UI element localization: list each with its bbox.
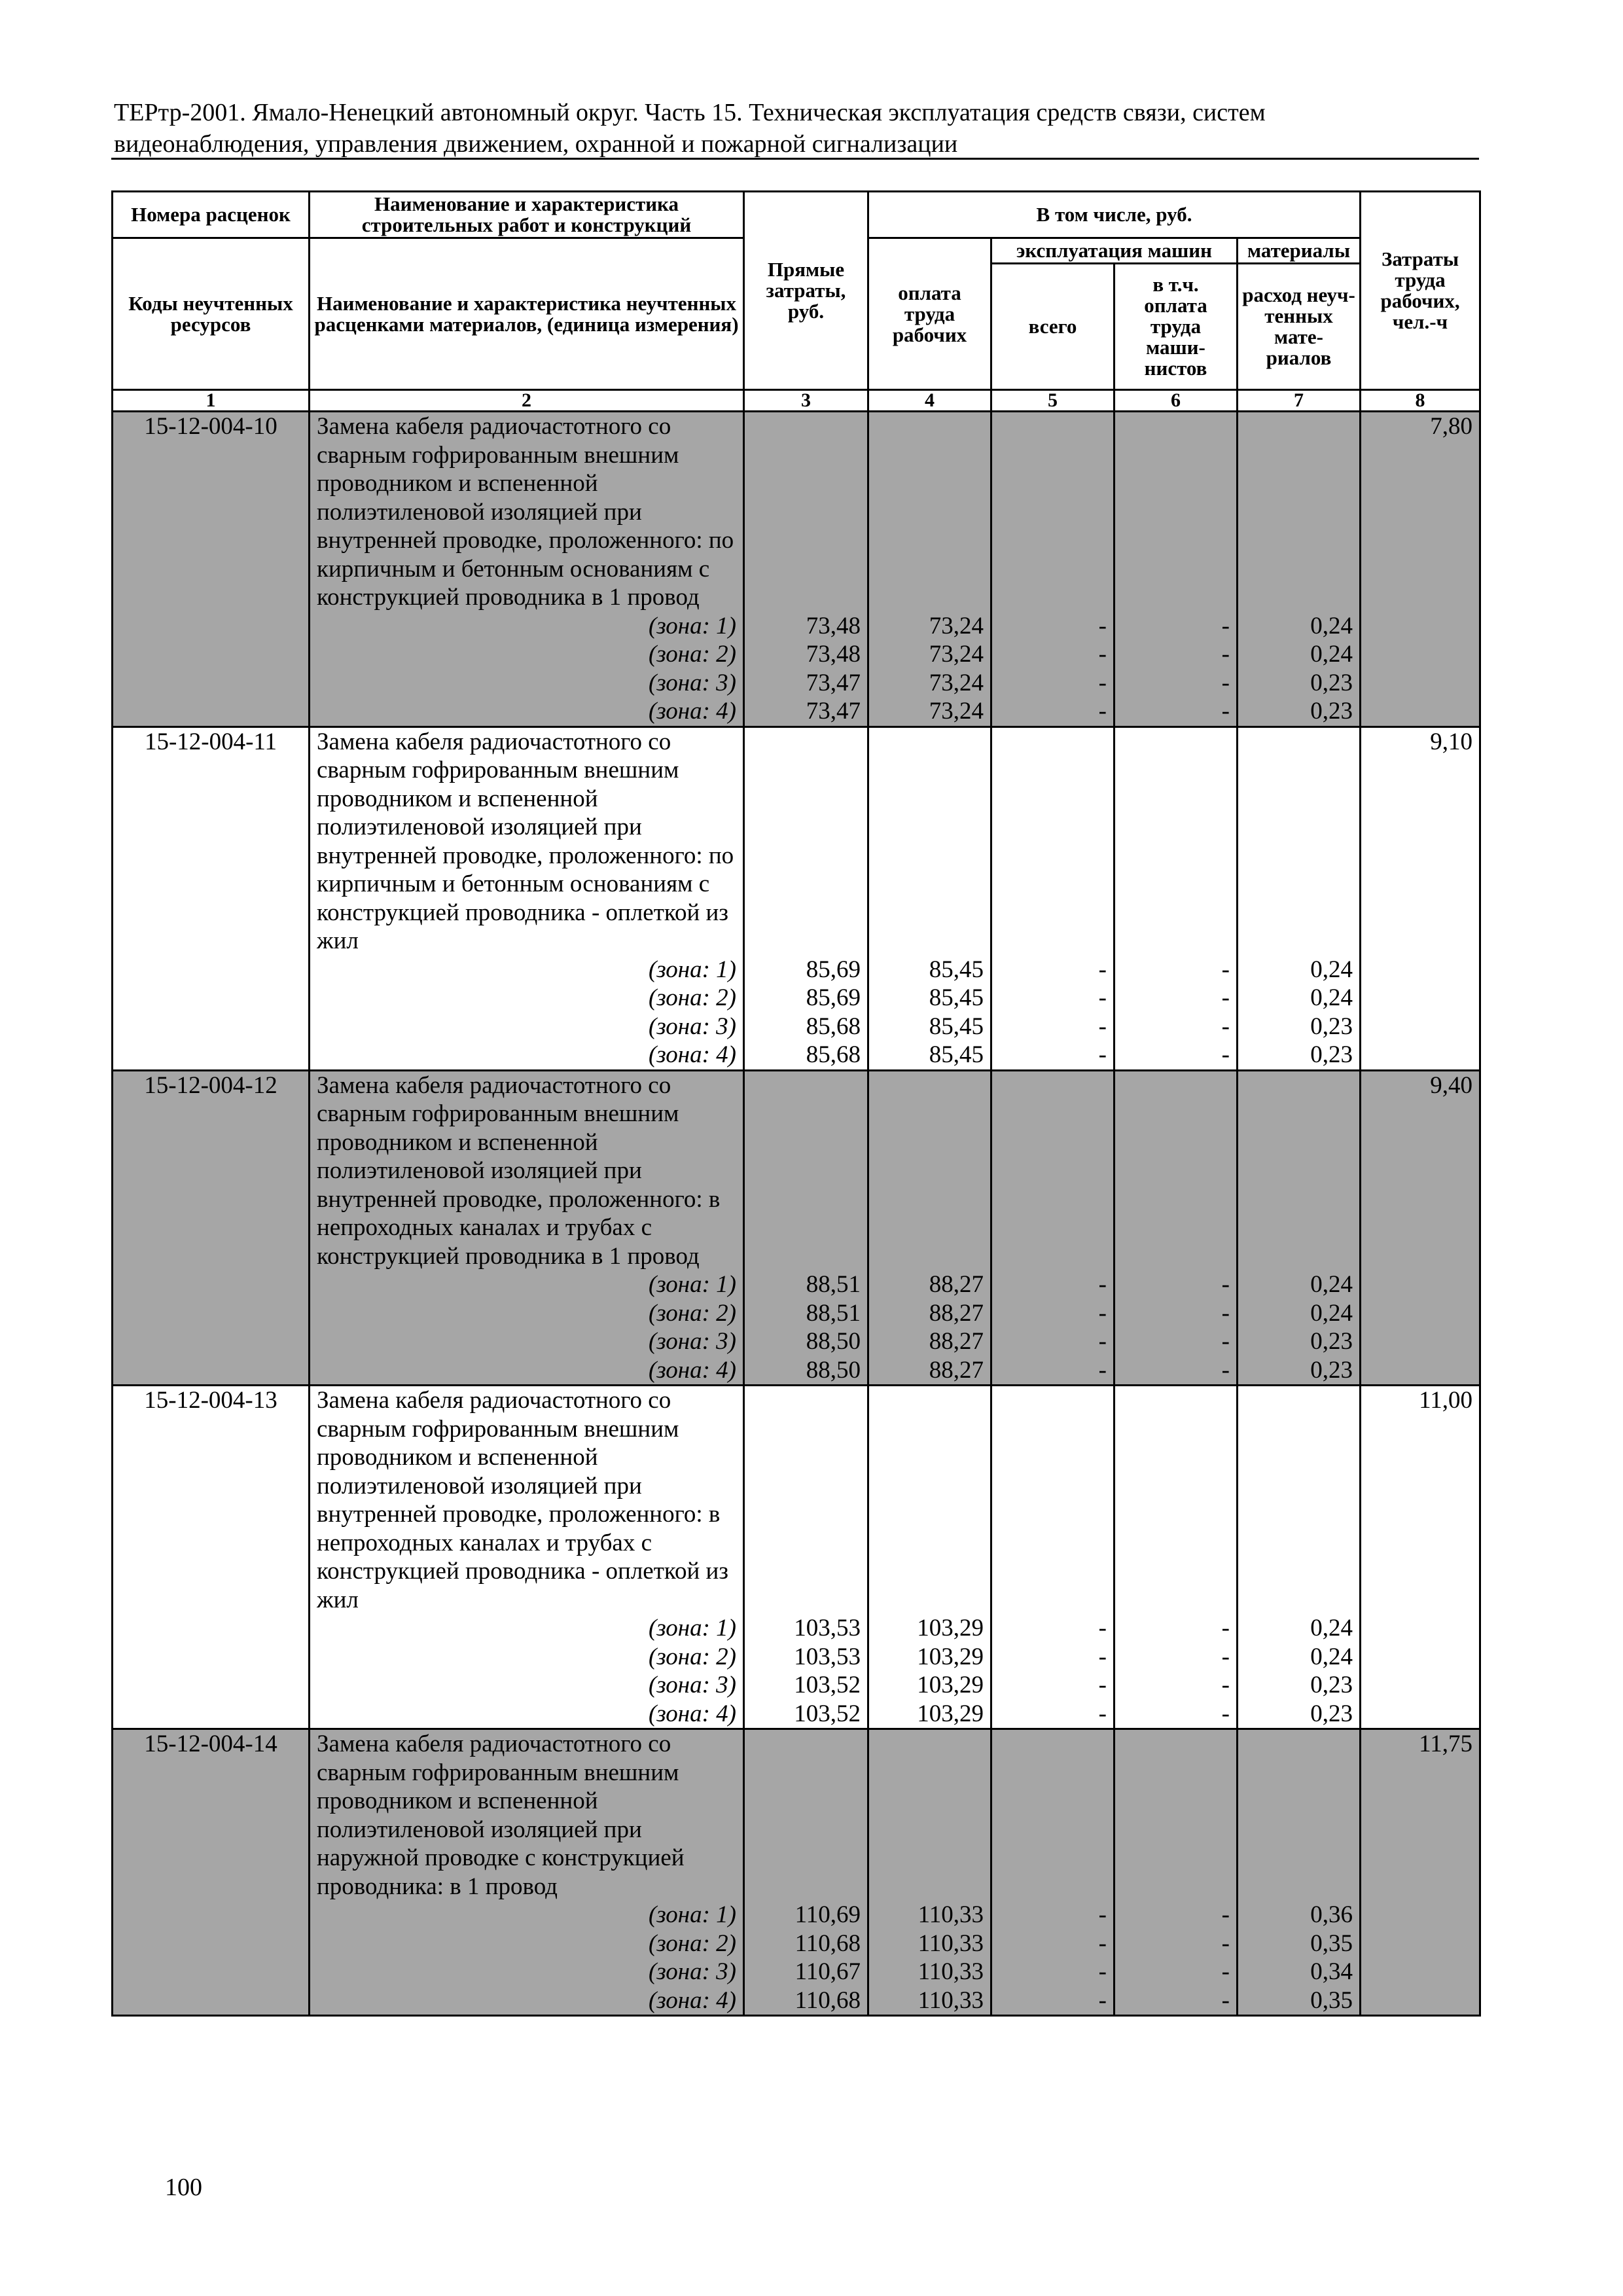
materials-value: 0,36: [1310, 1901, 1353, 1928]
rate-description-cell: [310, 1729, 744, 2016]
header-worker-pay: оплата труда рабочих: [868, 238, 991, 390]
zone-label: (зона: 2): [648, 984, 736, 1011]
zone-label: (зона: 2): [648, 1643, 736, 1670]
header-work-name: Наименование и характеристика строительных работ и конструкций: [310, 192, 744, 238]
operator-pay-cell: [1115, 412, 1238, 727]
machines-total-value: -: [1098, 669, 1107, 696]
operator-pay-cell: [1115, 1070, 1238, 1386]
header-including: В том числе, руб.: [868, 192, 1361, 238]
operator-pay-value: -: [1221, 669, 1230, 696]
worker-pay-value: 85,45: [929, 1013, 984, 1040]
zone-label: (зона: 2): [648, 641, 736, 668]
rate-description: Замена кабеля радиочастотного со сварным гофрированным внешним проводником и вспененной полиэтиленовой изоляцией при внутренней проводке, проложенного: в непроходных каналах и трубах с конструкцией проводника - оплеткой из жил: [317, 1387, 728, 1613]
materials-value: 0,23: [1310, 1013, 1353, 1040]
operator-pay-value: -: [1221, 1958, 1230, 1985]
labor-costs-value: 9,40: [1361, 1070, 1480, 1386]
machines-total-value: -: [1098, 1643, 1107, 1670]
rate-code: 15-12-004-14: [113, 1729, 310, 2016]
worker-pay-value: 85,45: [929, 984, 984, 1011]
worker-pay-value: 73,24: [929, 669, 984, 696]
materials-value: 0,23: [1310, 669, 1353, 696]
machines-total-value: -: [1098, 1299, 1107, 1327]
header-materials-consumption: расход неуч-тенных мате-риалов: [1238, 264, 1361, 390]
table-header: [113, 192, 1480, 412]
rate-description: Замена кабеля радиочастотного со сварным гофрированным внешним проводником и вспененной полиэтиленовой изоляцией при внутренней проводке, проложенного: в непроходных каналах и трубах с конструкцией проводника в 1 провод: [317, 1071, 721, 1270]
header-direct-costs: Прямые затраты, руб.: [744, 192, 868, 390]
rate-description-cell: [310, 726, 744, 1070]
machines-total-value: -: [1098, 1013, 1107, 1040]
materials-value: 0,23: [1310, 1356, 1353, 1384]
rate-group-15-12-004-14: [113, 1729, 1480, 2016]
machines-total-cell: [991, 1386, 1115, 1729]
zone-label: (зона: 2): [648, 1299, 736, 1327]
rates-table: [111, 190, 1481, 2017]
column-number: 6: [1115, 390, 1238, 412]
machines-total-value: -: [1098, 1328, 1107, 1355]
machines-total-value: -: [1098, 1986, 1107, 2014]
materials-value: 0,24: [1310, 641, 1353, 668]
rate-description: Замена кабеля радиочастотного со сварным гофрированным внешним проводником и вспененной полиэтиленовой изоляцией при наружной проводке с конструкцией проводника: в 1 провод: [317, 1731, 685, 1900]
header-operator-pay: в т.ч. оплата труда маши-нистов: [1115, 264, 1238, 390]
operator-pay-value: -: [1221, 698, 1230, 725]
header-line-2: видеонаблюдения, управления движением, охранной и пожарной сигнализации: [114, 130, 958, 158]
worker-pay-value: 110,33: [918, 1986, 984, 2014]
direct-costs-cell: [744, 1386, 868, 1729]
zone-label: (зона: 3): [648, 1328, 736, 1355]
direct-costs-value: 103,53: [794, 1643, 861, 1670]
table-row: [113, 1729, 1480, 2016]
direct-costs-value: 88,51: [806, 1299, 861, 1327]
materials-cell: [1238, 1729, 1361, 2016]
direct-costs-value: 110,68: [794, 1986, 861, 2014]
rate-code: 15-12-004-12: [113, 1070, 310, 1386]
machines-total-cell: [991, 412, 1115, 727]
direct-costs-value: 110,68: [794, 1929, 861, 1957]
operator-pay-cell: [1115, 1729, 1238, 2016]
rate-code: 15-12-004-10: [113, 412, 310, 727]
direct-costs-value: 103,52: [794, 1700, 861, 1727]
zone-label: (зона: 3): [648, 1013, 736, 1040]
direct-costs-value: 73,48: [806, 612, 861, 639]
machines-total-value: -: [1098, 1041, 1107, 1068]
rate-description: Замена кабеля радиочастотного со сварным гофрированным внешним проводником и вспененной полиэтиленовой изоляцией при внутренней проводке, проложенного: по кирпичным и бетонным основаниям с конструкцией проводника - оплеткой из жил: [317, 728, 734, 954]
machines-total-value: -: [1098, 956, 1107, 983]
zone-label: (зона: 3): [648, 1958, 736, 1985]
labor-costs-value: 11,75: [1361, 1729, 1480, 2016]
machines-total-value: -: [1098, 612, 1107, 639]
column-number-row: [113, 390, 1480, 412]
zone-label: (зона: 4): [648, 1986, 736, 2014]
materials-cell: [1238, 412, 1361, 727]
direct-costs-value: 103,52: [794, 1672, 861, 1698]
direct-costs-value: 85,69: [806, 984, 861, 1011]
page-number: 100: [165, 2174, 202, 2201]
labor-costs-value: 11,00: [1361, 1386, 1480, 1729]
direct-costs-cell: [744, 412, 868, 727]
header-rule: [111, 158, 1479, 160]
machines-total-value: -: [1098, 1901, 1107, 1928]
operator-pay-value: -: [1221, 1013, 1230, 1040]
labor-costs-value: 7,80: [1361, 412, 1480, 727]
materials-cell: [1238, 1386, 1361, 1729]
operator-pay-value: -: [1221, 1643, 1230, 1670]
worker-pay-value: 103,29: [917, 1615, 984, 1641]
machines-total-value: -: [1098, 698, 1107, 725]
machines-total-value: -: [1098, 1672, 1107, 1698]
worker-pay-value: 73,24: [929, 612, 984, 639]
direct-costs-cell: [744, 1070, 868, 1386]
direct-costs-value: 85,68: [806, 1041, 861, 1068]
zone-label: (зона: 1): [648, 1901, 736, 1928]
materials-value: 0,24: [1310, 612, 1353, 639]
direct-costs-value: 88,51: [806, 1271, 861, 1298]
rate-code: 15-12-004-13: [113, 1386, 310, 1729]
zone-label: (зона: 1): [648, 612, 736, 639]
machines-total-cell: [991, 1070, 1115, 1386]
zone-label: (зона: 4): [648, 698, 736, 725]
machines-total-value: -: [1098, 1700, 1107, 1727]
materials-value: 0,24: [1310, 956, 1353, 983]
rate-code: 15-12-004-11: [113, 726, 310, 1070]
column-number: 3: [744, 390, 868, 412]
worker-pay-value: 110,33: [918, 1958, 984, 1985]
materials-value: 0,23: [1310, 1700, 1353, 1727]
column-number: 2: [310, 390, 744, 412]
worker-pay-value: 85,45: [929, 956, 984, 983]
direct-costs-value: 110,69: [794, 1901, 861, 1928]
operator-pay-value: -: [1221, 956, 1230, 983]
direct-costs-value: 88,50: [806, 1356, 861, 1384]
direct-costs-value: 103,53: [794, 1615, 861, 1641]
rate-description-cell: [310, 412, 744, 727]
operator-pay-value: -: [1221, 1929, 1230, 1957]
operator-pay-value: -: [1221, 984, 1230, 1011]
column-number: 8: [1361, 390, 1480, 412]
worker-pay-cell: [868, 1729, 991, 2016]
worker-pay-value: 88,27: [929, 1356, 984, 1384]
table-row: [113, 1070, 1480, 1386]
rate-description: Замена кабеля радиочастотного со сварным гофрированным внешним проводником и вспененной полиэтиленовой изоляцией при внутренней проводке, проложенного: по кирпичным и бетонным основаниям с конструкцией проводника в 1 провод: [317, 413, 734, 611]
zone-label: (зона: 4): [648, 1700, 736, 1727]
machines-total-value: -: [1098, 1929, 1107, 1957]
operator-pay-value: -: [1221, 1901, 1230, 1928]
machines-total-value: -: [1098, 1958, 1107, 1985]
materials-value: 0,35: [1310, 1929, 1353, 1957]
table-row: [113, 1386, 1480, 1729]
rate-group-15-12-004-10: [113, 412, 1480, 727]
machines-total-cell: [991, 1729, 1115, 2016]
worker-pay-value: 88,27: [929, 1299, 984, 1327]
column-number: 4: [868, 390, 991, 412]
operator-pay-value: -: [1221, 612, 1230, 639]
operator-pay-value: -: [1221, 641, 1230, 668]
materials-value: 0,35: [1310, 1986, 1353, 2014]
worker-pay-value: 88,27: [929, 1328, 984, 1355]
worker-pay-cell: [868, 412, 991, 727]
zone-label: (зона: 1): [648, 956, 736, 983]
worker-pay-value: 73,24: [929, 698, 984, 725]
worker-pay-cell: [868, 1070, 991, 1386]
materials-value: 0,24: [1310, 1299, 1353, 1327]
rate-description-cell: [310, 1070, 744, 1386]
header-machines-total: всего: [991, 264, 1115, 390]
zone-label: (зона: 3): [648, 669, 736, 696]
worker-pay-value: 103,29: [917, 1700, 984, 1727]
worker-pay-value: 85,45: [929, 1041, 984, 1068]
zone-label: (зона: 4): [648, 1041, 736, 1068]
machines-total-value: -: [1098, 1356, 1107, 1384]
machines-total-value: -: [1098, 984, 1107, 1011]
materials-cell: [1238, 726, 1361, 1070]
operator-pay-value: -: [1221, 1328, 1230, 1355]
worker-pay-value: 110,33: [918, 1929, 984, 1957]
table-row: [113, 726, 1480, 1070]
machines-total-value: -: [1098, 641, 1107, 668]
rate-group-15-12-004-11: [113, 726, 1480, 1070]
zone-label: (зона: 1): [648, 1615, 736, 1641]
header-line-1: ТЕРтр-2001. Ямало-Ненецкий автономный округ. Часть 15. Техническая эксплуатация средств связи, систем: [114, 99, 1266, 126]
materials-value: 0,34: [1310, 1958, 1353, 1985]
header-machine-operation: эксплуатация машин: [991, 238, 1238, 264]
materials-value: 0,23: [1310, 1672, 1353, 1698]
direct-costs-value: 85,69: [806, 956, 861, 983]
materials-value: 0,24: [1310, 1643, 1353, 1670]
direct-costs-value: 110,67: [794, 1958, 861, 1985]
worker-pay-value: 73,24: [929, 641, 984, 668]
rate-group-15-12-004-13: [113, 1386, 1480, 1729]
rate-group-15-12-004-12: [113, 1070, 1480, 1386]
operator-pay-value: -: [1221, 1356, 1230, 1384]
direct-costs-value: 73,48: [806, 641, 861, 668]
operator-pay-value: -: [1221, 1672, 1230, 1698]
materials-value: 0,24: [1310, 1271, 1353, 1298]
zone-label: (зона: 1): [648, 1271, 736, 1298]
header-resource-codes: Коды неучтенных ресурсов: [113, 238, 310, 390]
zone-label: (зона: 2): [648, 1929, 736, 1957]
operator-pay-cell: [1115, 726, 1238, 1070]
worker-pay-cell: [868, 726, 991, 1070]
document-header: [114, 97, 1475, 160]
direct-costs-value: 88,50: [806, 1328, 861, 1355]
table-row: [113, 412, 1480, 727]
header-material-name: Наименование и характеристика неучтенных расценками материалов, (единица измерения): [310, 238, 744, 390]
direct-costs-value: 85,68: [806, 1013, 861, 1040]
operator-pay-value: -: [1221, 1986, 1230, 2014]
column-number: 5: [991, 390, 1115, 412]
machines-total-value: -: [1098, 1615, 1107, 1641]
column-number: 1: [113, 390, 310, 412]
header-materials: материалы: [1238, 238, 1361, 264]
worker-pay-value: 103,29: [917, 1643, 984, 1670]
rate-description-cell: [310, 1386, 744, 1729]
operator-pay-value: -: [1221, 1700, 1230, 1727]
operator-pay-cell: [1115, 1386, 1238, 1729]
operator-pay-value: -: [1221, 1299, 1230, 1327]
operator-pay-value: -: [1221, 1615, 1230, 1641]
materials-value: 0,23: [1310, 1328, 1353, 1355]
materials-value: 0,23: [1310, 698, 1353, 725]
direct-costs-value: 73,47: [806, 698, 861, 725]
materials-value: 0,23: [1310, 1041, 1353, 1068]
direct-costs-cell: [744, 1729, 868, 2016]
worker-pay-value: 88,27: [929, 1271, 984, 1298]
materials-value: 0,24: [1310, 1615, 1353, 1641]
zone-label: (зона: 4): [648, 1356, 736, 1384]
worker-pay-cell: [868, 1386, 991, 1729]
column-number: 7: [1238, 390, 1361, 412]
direct-costs-value: 73,47: [806, 669, 861, 696]
operator-pay-value: -: [1221, 1271, 1230, 1298]
worker-pay-value: 110,33: [918, 1901, 984, 1928]
zone-label: (зона: 3): [648, 1672, 736, 1698]
materials-cell: [1238, 1070, 1361, 1386]
operator-pay-value: -: [1221, 1041, 1230, 1068]
direct-costs-cell: [744, 726, 868, 1070]
machines-total-value: -: [1098, 1271, 1107, 1298]
header-rate-numbers: Номера расценок: [113, 192, 310, 238]
machines-total-cell: [991, 726, 1115, 1070]
header-labor-costs: Затраты труда рабочих, чел.-ч: [1361, 192, 1480, 390]
materials-value: 0,24: [1310, 984, 1353, 1011]
worker-pay-value: 103,29: [917, 1672, 984, 1698]
labor-costs-value: 9,10: [1361, 726, 1480, 1070]
